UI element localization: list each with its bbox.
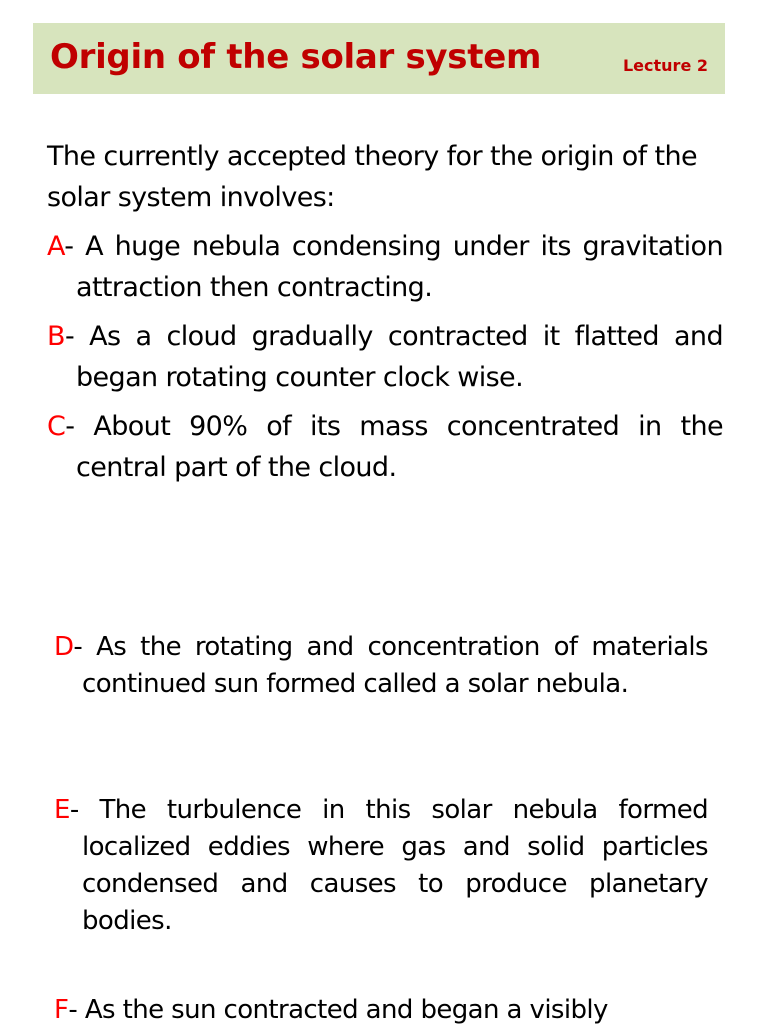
list-item-e: E- The turbulence in this solar nebula formed localized eddies where gas and solid particles condensed and causes to produce planetary bodies. xyxy=(54,795,708,936)
item-text: The turbulence in this solar nebula formed localized eddies where gas and solid particles condensed and causes to produce planetary bodies. xyxy=(78,795,708,936)
list-item-b: B- As a cloud gradually contracted it flatted and began rotating counter clock wise. xyxy=(47,321,723,393)
item-text: As the rotating and concentration of materials continued sun formed called a solar nebula. xyxy=(82,632,708,699)
list-item-f: F- As the sun contracted and began a visibly xyxy=(54,995,608,1025)
item-label: A xyxy=(47,231,65,262)
slide-header xyxy=(33,23,725,94)
item-label: C xyxy=(47,411,66,442)
item-text: A huge nebula condensing under its gravitation attraction then contracting. xyxy=(73,231,723,303)
list-item-c: C- About 90% of its mass concentrated in the central part of the cloud. xyxy=(47,411,723,483)
item-text: About 90% of its mass concentrated in the central part of the cloud. xyxy=(74,411,723,483)
item-label: E xyxy=(54,795,70,825)
lecture-label: Lecture 2 xyxy=(622,56,708,75)
intro-paragraph: The currently accepted theory for the origin of the solar system involves: xyxy=(47,141,698,213)
item-text: As a cloud gradually contracted it flatted and began rotating counter clock wise. xyxy=(74,321,723,393)
list-item-a: A- A huge nebula condensing under its gravitation attraction then contracting. xyxy=(47,231,723,303)
slide-title: Origin of the solar system xyxy=(50,37,542,77)
item-text: As the sun contracted and began a visibly xyxy=(77,995,608,1025)
item-label: B xyxy=(47,321,65,352)
list-item-d: D- As the rotating and concentration of materials continued sun formed called a solar nebula. xyxy=(54,632,708,699)
item-label: F xyxy=(54,995,69,1025)
item-label: D xyxy=(54,632,74,662)
